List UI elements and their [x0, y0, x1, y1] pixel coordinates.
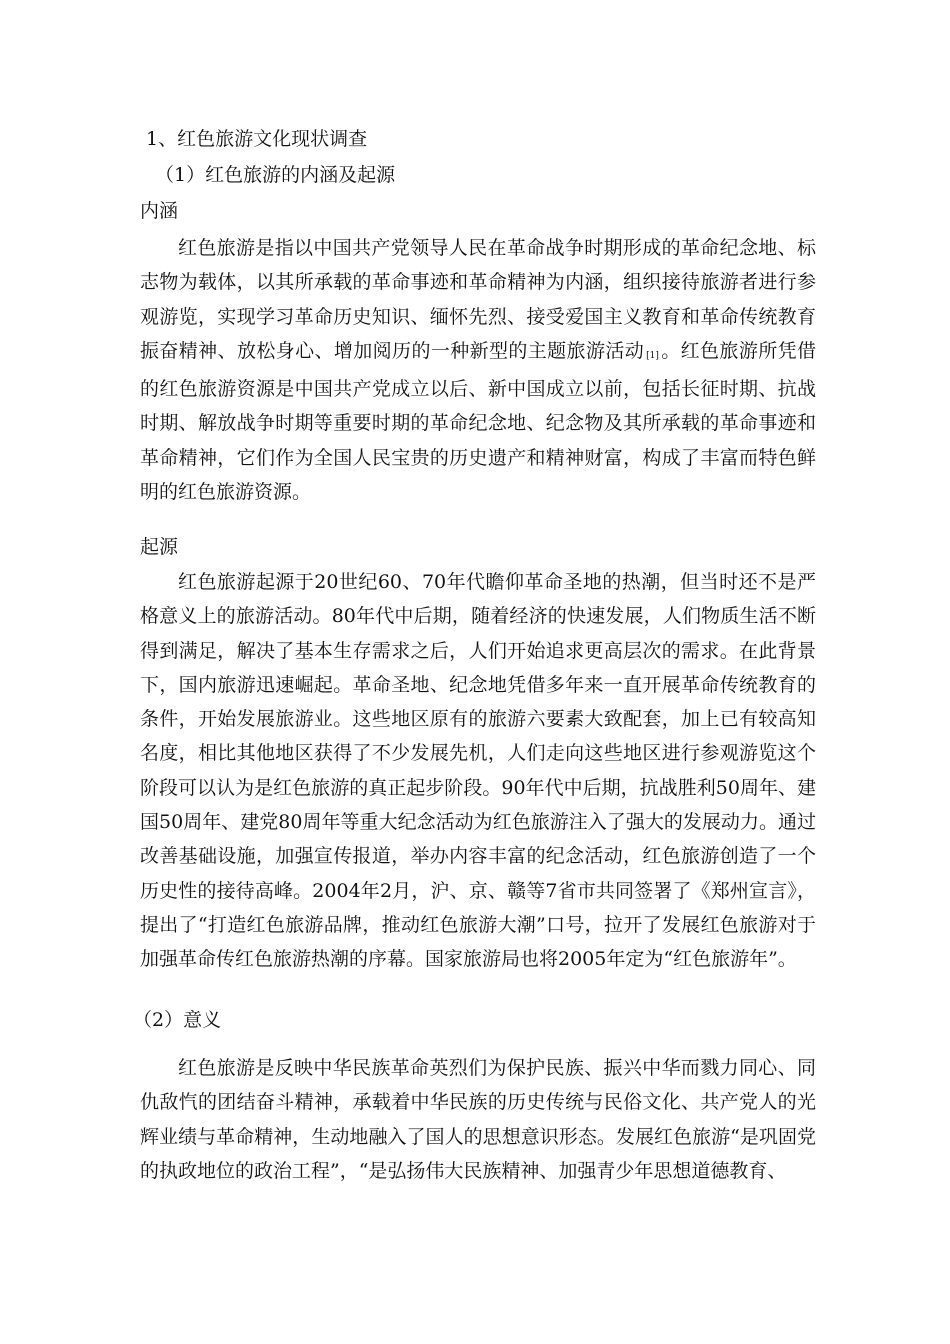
subsection-heading-significance: （2）意义	[133, 1009, 222, 1031]
origin-paragraph: 红色旅游起源于20世纪60、70年代瞻仰革命圣地的热潮，但当时还不是严格意义上的旅游活动。80年代中后期，随着经济的快速发展，人们物质生活不断得到满足，解决了基本生存需求之后，人们开始追求更高层次的需求。在此背景下，国内旅游迅速崛起。革命圣地、纪念地凭借多年来一直开展革命传统教育的条件，开始发展旅游业。这些地区原有的旅游六要素大致配套，加上已有较高知名度，相比其他地区获得了不少发展先机，人们走向这些地区进行参观游览这个阶段可以认为是红色旅游的真正起步阶段。90年代中后期，抗战胜利50周年、建国50周年、建党80周年等重大纪念活动为红色旅游注入了强大的发展动力。通过改善基础设施，加强宣传报道，举办内容丰富的纪念活动，红色旅游创造了一个历史性的接待高峰。2004年2月，沪、京、赣等7省市共同签署了《郑州宣言》，提出了“打造红色旅游品牌，推动红色旅游大潮”口号，拉开了发展红色旅游对于加强革命传红色旅游热潮的序幕。国家旅游局也将2005年定为“红色旅游年”。	[140, 571, 816, 971]
section-heading: 1、红色旅游文化现状调查	[146, 128, 368, 150]
citation-reference: [1]	[646, 350, 659, 361]
subsection-heading-connotation-origin: （1）红色旅游的内涵及起源	[155, 164, 396, 186]
connotation-text-part2: 。红色旅游所凭借的红色旅游资源是中国共产党成立以后、新中国成立以前，包括长征时期、抗战时期、解放战争时期等重要时期的革命纪念地、纪念物及其所承载的革命事迹和革命精神，它们作为全国人民宝贵的历史遗产和精神财富，构成了丰富而特色鲜明的红色旅游资源。	[140, 339, 816, 504]
connotation-text-part1: 红色旅游是指以中国共产党领导人民在革命战争时期形成的革命纪念地、标志物为载体，以其所承载的革命事迹和革命精神为内涵，组织接待旅游者进行参观游览，实现学习革命历史知识、缅怀先烈、接受爱国主义教育和革命传统教育振奋精神、放松身心、增加阅历的一种新型的主题旅游活动	[140, 237, 816, 362]
connotation-heading: 内涵	[140, 200, 179, 222]
connotation-paragraph	[140, 231, 816, 509]
origin-heading: 起源	[140, 536, 179, 558]
significance-paragraph: 红色旅游是反映中华民族革命英烈们为保护民族、振兴中华而戮力同心、同仇敌忾的团结奋斗精神，承载着中华民族的历史传统与民俗文化、共产党人的光辉业绩与革命精神，生动地融入了国人的思想意识形态。发展红色旅游“是巩固党的执政地位的政治工程”，“是弘扬伟大民族精神、加强青少年思想道德教育、	[140, 1057, 816, 1182]
